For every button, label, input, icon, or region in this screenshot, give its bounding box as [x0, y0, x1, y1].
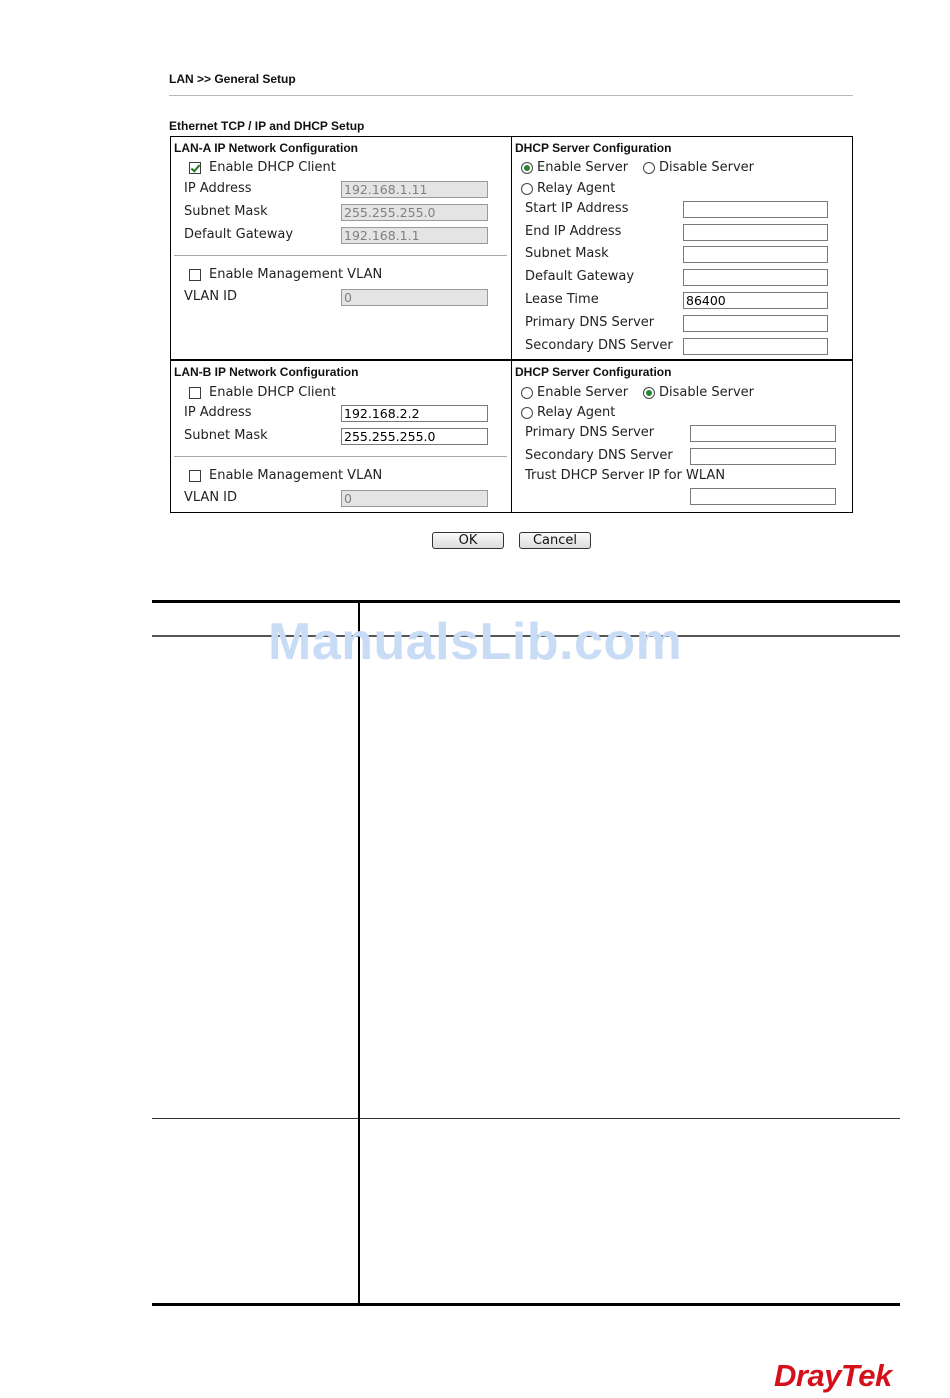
lan-a-divider	[174, 255, 507, 256]
dhcp-b-relay-label: Relay Agent	[537, 405, 616, 420]
dhcp-b-title: DHCP Server Configuration	[515, 365, 672, 379]
row-divider	[170, 359, 853, 361]
dhcp-b-trust-input[interactable]	[690, 488, 836, 505]
dhcp-a-start-ip-label: Start IP Address	[525, 201, 629, 216]
dhcp-a-lease-label: Lease Time	[525, 292, 599, 307]
dhcp-a-gateway-input[interactable]	[683, 269, 828, 286]
section-title: Ethernet TCP / IP and DHCP Setup	[169, 119, 365, 133]
lan-b-divider	[174, 456, 507, 457]
column-divider	[511, 136, 512, 513]
dhcp-b-secondary-dns-input[interactable]	[690, 448, 836, 465]
table-row-rule	[152, 1118, 900, 1119]
dhcp-a-title: DHCP Server Configuration	[515, 141, 672, 155]
lan-b-mask-label: Subnet Mask	[184, 428, 268, 443]
dhcp-b-primary-dns-input[interactable]	[690, 425, 836, 442]
lan-a-dhcp-client-checkbox[interactable]	[189, 162, 201, 174]
lan-a-mask-input[interactable]: 255.255.255.0	[341, 204, 488, 221]
dhcp-b-enable-radio[interactable]	[521, 387, 533, 399]
dhcp-a-secondary-dns-label: Secondary DNS Server	[525, 338, 673, 353]
dhcp-a-mask-label: Subnet Mask	[525, 246, 609, 261]
dhcp-a-start-ip-input[interactable]	[683, 201, 828, 218]
lan-b-title: LAN-B IP Network Configuration	[174, 365, 359, 379]
lan-b-vlan-id-label: VLAN ID	[184, 490, 238, 505]
lan-b-ip-input[interactable]: 192.168.2.2	[341, 405, 488, 422]
dhcp-a-enable-radio[interactable]	[521, 162, 533, 174]
lan-a-vlan-id-input[interactable]: 0	[341, 289, 488, 306]
dhcp-b-disable-radio[interactable]	[643, 387, 655, 399]
watermark: ManualsLib.com	[268, 613, 683, 671]
table-bottom-rule	[152, 1303, 900, 1306]
dhcp-a-lease-input[interactable]: 86400	[683, 292, 828, 309]
dhcp-a-mask-input[interactable]	[683, 246, 828, 263]
cancel-button[interactable]: Cancel	[519, 532, 591, 549]
dhcp-b-trust-label: Trust DHCP Server IP for WLAN	[525, 468, 726, 483]
table-top-rule	[152, 600, 900, 603]
dhcp-a-gateway-label: Default Gateway	[525, 269, 635, 284]
lan-a-gateway-input[interactable]: 192.168.1.1	[341, 227, 488, 244]
lan-b-ip-label: IP Address	[184, 405, 252, 420]
lan-a-mask-label: Subnet Mask	[184, 204, 268, 219]
dhcp-a-relay-label: Relay Agent	[537, 181, 616, 196]
lan-b-dhcp-client-checkbox[interactable]	[189, 387, 201, 399]
lan-b-mgmt-vlan-label: Enable Management VLAN	[209, 468, 383, 483]
breadcrumb: LAN >> General Setup	[169, 72, 296, 86]
lan-b-mask-input[interactable]: 255.255.255.0	[341, 428, 488, 445]
lan-a-ip-input[interactable]: 192.168.1.11	[341, 181, 488, 198]
lan-a-mgmt-vlan-checkbox[interactable]	[189, 269, 201, 281]
lan-a-gateway-label: Default Gateway	[184, 227, 294, 242]
dhcp-a-end-ip-label: End IP Address	[525, 224, 622, 239]
lan-b-vlan-id-input[interactable]: 0	[341, 490, 488, 507]
lan-b-dhcp-client-label: Enable DHCP Client	[209, 385, 336, 400]
dhcp-b-primary-dns-label: Primary DNS Server	[525, 425, 655, 440]
lan-a-ip-label: IP Address	[184, 181, 252, 196]
lan-a-title: LAN-A IP Network Configuration	[174, 141, 358, 155]
table-column-divider	[358, 600, 360, 1306]
dhcp-b-relay-radio[interactable]	[521, 407, 533, 419]
dhcp-b-disable-label: Disable Server	[659, 385, 754, 400]
draytek-logo: DrayTek	[774, 1358, 892, 1393]
header-divider	[169, 95, 853, 96]
dhcp-a-relay-radio[interactable]	[521, 183, 533, 195]
dhcp-b-enable-label: Enable Server	[537, 385, 629, 400]
dhcp-a-primary-dns-label: Primary DNS Server	[525, 315, 655, 330]
dhcp-a-enable-label: Enable Server	[537, 160, 629, 175]
lan-b-mgmt-vlan-checkbox[interactable]	[189, 470, 201, 482]
lan-a-mgmt-vlan-label: Enable Management VLAN	[209, 267, 383, 282]
dhcp-a-secondary-dns-input[interactable]	[683, 338, 828, 355]
lan-a-vlan-id-label: VLAN ID	[184, 289, 238, 304]
lan-a-dhcp-client-label: Enable DHCP Client	[209, 160, 336, 175]
dhcp-a-disable-label: Disable Server	[659, 160, 754, 175]
dhcp-a-disable-radio[interactable]	[643, 162, 655, 174]
ok-button[interactable]: OK	[432, 532, 504, 549]
dhcp-a-end-ip-input[interactable]	[683, 224, 828, 241]
dhcp-b-secondary-dns-label: Secondary DNS Server	[525, 448, 673, 463]
dhcp-a-primary-dns-input[interactable]	[683, 315, 828, 332]
